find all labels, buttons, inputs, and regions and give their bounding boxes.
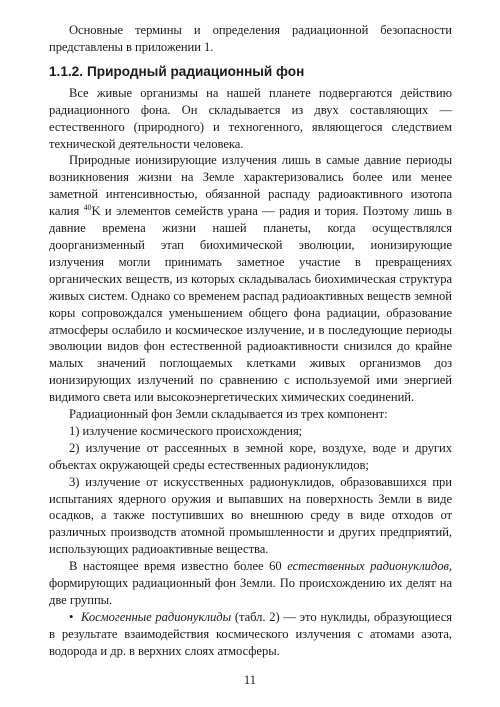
paragraph-3: Радиационный фон Земли складывается из трех компонент: [69, 407, 388, 422]
isotope-mass-number: 40 [83, 203, 92, 213]
list-item-3: 3) излучение от искусственных радионуклидов, образовавшихся при испытаниях ядерного оружия и выпавших на поверхность Земли в виде осадков, а также поступивших во внешнюю среду в виде отходов от различных производств атомной промышленности и других предприятий, использующих радиоактивные вещества. [49, 474, 452, 557]
paragraph-4-start: В настоящее время известно более 60 [69, 559, 288, 574]
paragraph-4 [49, 558, 452, 609]
paragraph-2 [49, 152, 452, 406]
natural-radionuclides-term: естественных радионуклидов, [287, 559, 453, 574]
section-heading [49, 64, 452, 79]
paragraph-1: Все живые организмы на нашей планете подвергаются действию радиационного фона. Он складывается из двух составляющих — естественного (природного) и техногенного, являющегося следствием технической деятельности человека. [49, 85, 452, 151]
bullet-paragraph-rest: (табл. 2) — это нуклиды, образующиеся в результате взаимодействия космического излучения с атомами азота, водорода и др. в верхних слоях атмосферы. [49, 609, 452, 658]
list-item-2: 2) излучение от рассеянных в земной коре, воздухе, воде и других объектах окружающей среды естественных радионуклидов; [49, 440, 452, 472]
paragraph-4-rest: формирующих радиационный фон Земли. По происхождению их делят на две группы. [49, 576, 452, 607]
cosmogenic-radionuclides-term: Космогенные радионуклиды [81, 609, 232, 624]
section-title: Природный радиационный фон [87, 63, 305, 79]
bullet-paragraph [49, 609, 452, 660]
bullet-icon: • [69, 609, 74, 624]
intro-paragraph: Основные термины и определения радиационной безопасности представлены в приложении 1. [49, 23, 452, 54]
paragraph-2-start: Природные ионизирующие излучения лишь в самые давние периоды возникновения жизни на Земле характеризовались более или менее заметной интенсивностью, обязанной распаду радиоактивного изотопа калия [49, 153, 452, 219]
page-number: 11 [243, 673, 257, 687]
list-item-1: 1) излучение космического происхождения; [69, 423, 303, 438]
paragraph-2-rest: K и элементов семейств урана — радия и тория. Поэтому лишь в давние времена жизни нашей планеты, когда осуществлялся доорганизменный этап биохимической эволюции, ионизирующие излучения могли принимать заметное участие в превращениях органических веществ, из которых складывалась биохимическая структура живых систем. Однако со временем распад радиоактивных веществ земной коры сопровождался уменьшением общего фона радиации, образование атмосферы ослабило и космическое излучение, и в последующие периоды эволюции видов фон естественной радиоактивности снизился до крайне малых значений поглощаемых клетками живых организмов доз ионизирующих излучений по сравнению с используемой ими энергией видимого света или высокоэнергетических химических соединений. [49, 204, 452, 405]
section-number: 1.1.2. [49, 63, 84, 79]
page-body [49, 22, 452, 660]
